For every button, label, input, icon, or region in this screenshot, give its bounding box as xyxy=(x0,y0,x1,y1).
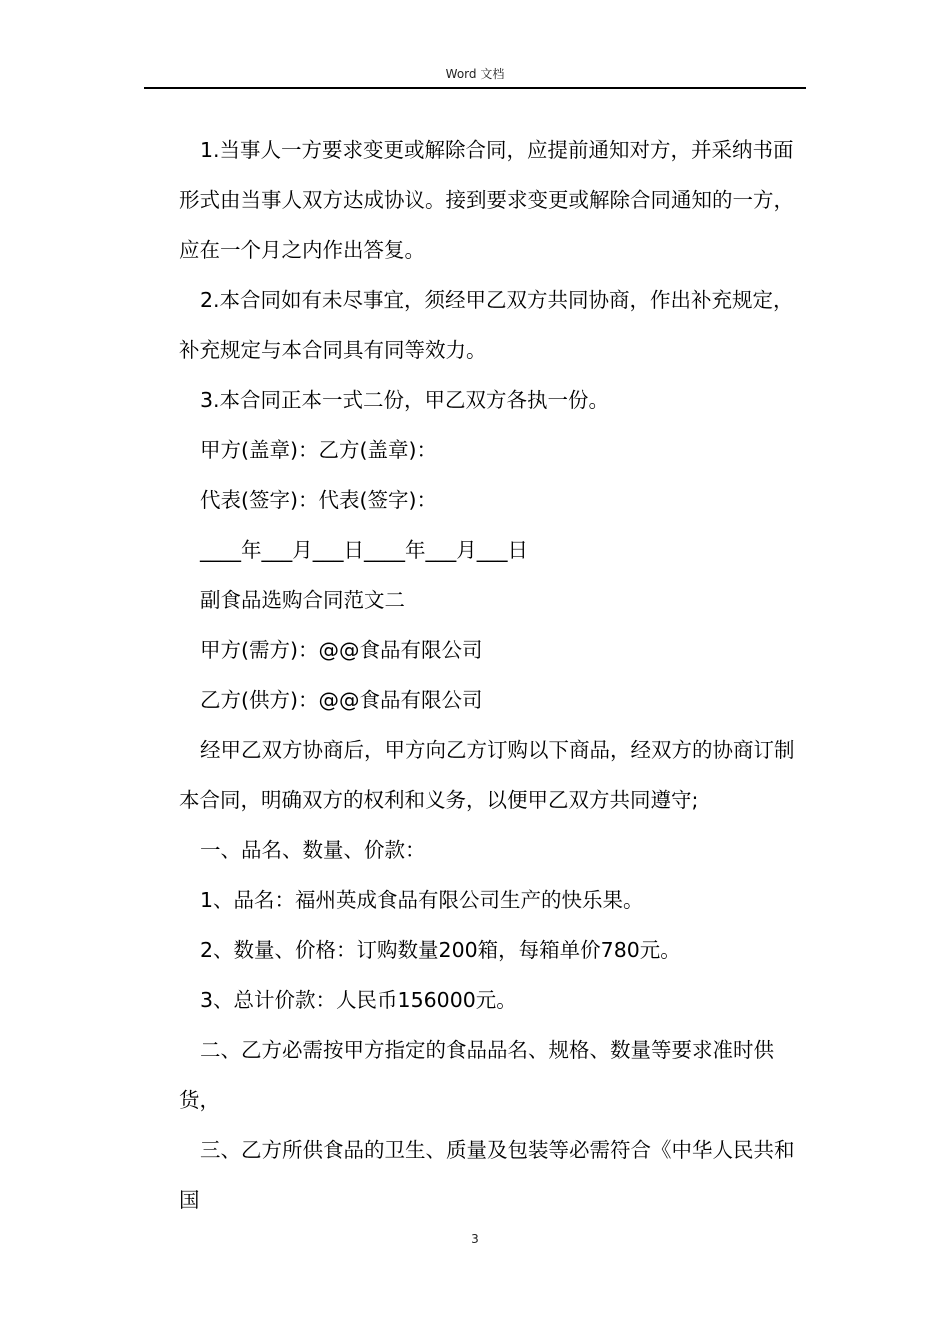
paragraph-quality-clause: 三、乙方所供食品的卫生、质量及包装等必需符合《中华人民共和国 xyxy=(179,1138,795,1212)
paragraph-item-total: 3、总计价款：人民币156000元。 xyxy=(200,988,517,1012)
paragraph-clause-3: 3.本合同正本一式二份，甲乙双方各执一份。 xyxy=(200,388,610,412)
page-header: Word 文档 xyxy=(445,67,505,81)
paragraph-date-line: ____年___月___日____年___月___日 xyxy=(200,538,528,562)
paragraph-party-a: 甲方(需方)：@@食品有限公司 xyxy=(200,638,483,662)
document-body xyxy=(179,125,811,1225)
paragraph-clause-1: 1.当事人一方要求变更或解除合同，应提前通知对方，并采纳书面形式由当事人双方达成协议。接到要求变更或解除合同通知的一方，应在一个月之内作出答复。 xyxy=(179,138,794,262)
paragraph-item-heading: 一、品名、数量、价款： xyxy=(200,838,426,862)
paragraph-item-name: 1、品名：福州英成食品有限公司生产的快乐果。 xyxy=(200,888,644,912)
paragraph-supply-clause: 二、乙方必需按甲方指定的食品品名、规格、数量等要求准时供货， xyxy=(179,1038,774,1112)
paragraph-seal-line: 甲方(盖章)：乙方(盖章)： xyxy=(200,438,437,462)
page-number: 3 xyxy=(471,1232,479,1246)
paragraph-item-quantity: 2、数量、价格：订购数量200箱，每箱单价780元。 xyxy=(200,938,681,962)
paragraph-preamble: 经甲乙双方协商后，甲方向乙方订购以下商品，经双方的协商订制本合同，明确双方的权利和义务，以便甲乙双方共同遵守; xyxy=(179,738,795,812)
paragraph-section-title: 副食品选购合同范文二 xyxy=(200,588,405,612)
paragraph-signature-line: 代表(签字)：代表(签字)： xyxy=(200,488,437,512)
header-divider xyxy=(144,87,806,89)
paragraph-clause-2: 2.本合同如有未尽事宜，须经甲乙双方共同协商，作出补充规定，补充规定与本合同具有同等效力。 xyxy=(179,288,794,362)
paragraph-party-b: 乙方(供方)：@@食品有限公司 xyxy=(200,688,483,712)
